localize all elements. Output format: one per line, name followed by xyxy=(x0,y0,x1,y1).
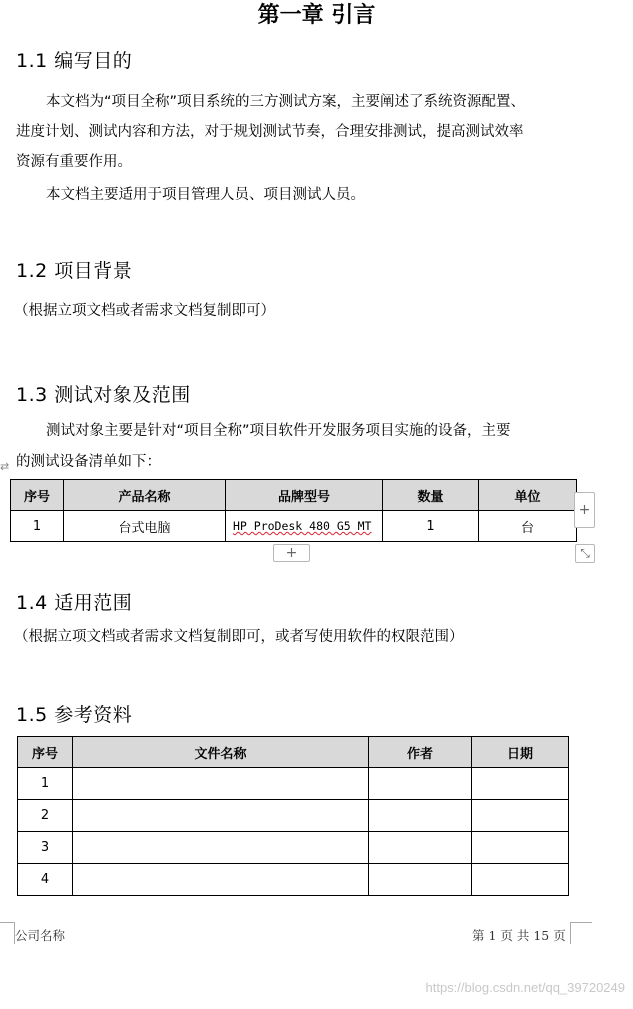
ref-cell-file-name[interactable] xyxy=(73,768,369,800)
watermark: https://blog.csdn.net/qq_39720249 xyxy=(425,980,625,995)
table-move-handle-icon[interactable]: ⇄ xyxy=(0,460,10,473)
ref-header-date: 日期 xyxy=(472,737,569,768)
table-row xyxy=(11,511,577,542)
s11-para1-line2: 进度计划、测试内容和方法，对于规划测试节奏，合理安排测试，提高测试效率 xyxy=(16,124,524,140)
table-resize-icon[interactable]: ⤡ xyxy=(575,544,595,563)
add-column-button[interactable]: + xyxy=(574,492,595,528)
ref-cell-author[interactable] xyxy=(369,768,472,800)
ref-header-author: 作者 xyxy=(369,737,472,768)
header-quantity: 数量 xyxy=(383,480,479,511)
s11-para1-line3: 资源有重要作用。 xyxy=(16,154,132,170)
ref-cell-file-name[interactable] xyxy=(73,800,369,832)
header-seq: 序号 xyxy=(11,480,64,511)
device-table-header-row xyxy=(11,480,577,511)
ref-cell-date[interactable] xyxy=(472,832,569,864)
table-row xyxy=(18,864,569,896)
ref-cell-file-name[interactable] xyxy=(73,832,369,864)
ref-cell-author[interactable] xyxy=(369,832,472,864)
s11-para2: 本文档主要适用于项目管理人员、项目测试人员。 xyxy=(46,187,365,203)
section-heading-1-5: 1.5 参考资料 xyxy=(16,704,133,726)
table-row xyxy=(18,768,569,800)
ref-cell-seq[interactable]: 3 xyxy=(18,832,73,864)
s13-para-line1: 测试对象主要是针对“项目全称”项目软件开发服务项目实施的设备，主要 xyxy=(46,423,511,439)
ref-cell-file-name[interactable] xyxy=(73,864,369,896)
header-product-name: 产品名称 xyxy=(64,480,226,511)
cell-quantity[interactable]: 1 xyxy=(383,511,479,542)
footer-corner-mark-left xyxy=(0,922,14,923)
cell-brand-model[interactable] xyxy=(226,511,383,542)
section-heading-1-1: 1.1 编写目的 xyxy=(16,50,133,72)
s11-para1-line1: 本文档为“项目全称”项目系统的三方测试方案，主要阐述了系统资源配置、 xyxy=(46,94,526,110)
ref-cell-date[interactable] xyxy=(472,800,569,832)
brand-model-text: HP ProDesk 480 G5 MT xyxy=(233,519,372,533)
table-row xyxy=(18,832,569,864)
ref-header-file-name: 文件名称 xyxy=(73,737,369,768)
header-unit: 单位 xyxy=(479,480,577,511)
ref-cell-date[interactable] xyxy=(472,864,569,896)
footer-corner-mark-right xyxy=(570,922,592,923)
cell-unit[interactable]: 台 xyxy=(479,511,577,542)
ref-header-seq: 序号 xyxy=(18,737,73,768)
ref-cell-author[interactable] xyxy=(369,800,472,832)
s13-para-line2: 的测试设备清单如下： xyxy=(16,454,161,470)
cell-seq[interactable]: 1 xyxy=(11,511,64,542)
add-row-button[interactable]: + xyxy=(273,544,310,562)
ref-cell-seq[interactable]: 4 xyxy=(18,864,73,896)
s14-note: （根据立项文档或者需求文档复制即可，或者写使用软件的权限范围） xyxy=(14,629,464,645)
table-row xyxy=(18,800,569,832)
ref-cell-date[interactable] xyxy=(472,768,569,800)
cell-product-name[interactable]: 台式电脑 xyxy=(64,511,226,542)
footer-corner-mark-right-v xyxy=(570,922,571,944)
footer-company: 公司名称 xyxy=(15,928,66,943)
ref-cell-seq[interactable]: 1 xyxy=(18,768,73,800)
device-table xyxy=(10,479,577,542)
section-heading-1-2: 1.2 项目背景 xyxy=(16,260,133,282)
ref-cell-author[interactable] xyxy=(369,864,472,896)
section-heading-1-3: 1.3 测试对象及范围 xyxy=(16,384,191,406)
header-brand-model: 品牌型号 xyxy=(226,480,383,511)
reference-table-header-row xyxy=(18,737,569,768)
s12-note: （根据立项文档或者需求文档复制即可） xyxy=(14,303,275,319)
chapter-title: 第一章 引言 xyxy=(257,3,376,28)
section-heading-1-4: 1.4 适用范围 xyxy=(16,592,133,614)
footer-page-info: 第 1 页 共 15 页 xyxy=(472,928,566,943)
reference-table xyxy=(17,736,569,896)
ref-cell-seq[interactable]: 2 xyxy=(18,800,73,832)
